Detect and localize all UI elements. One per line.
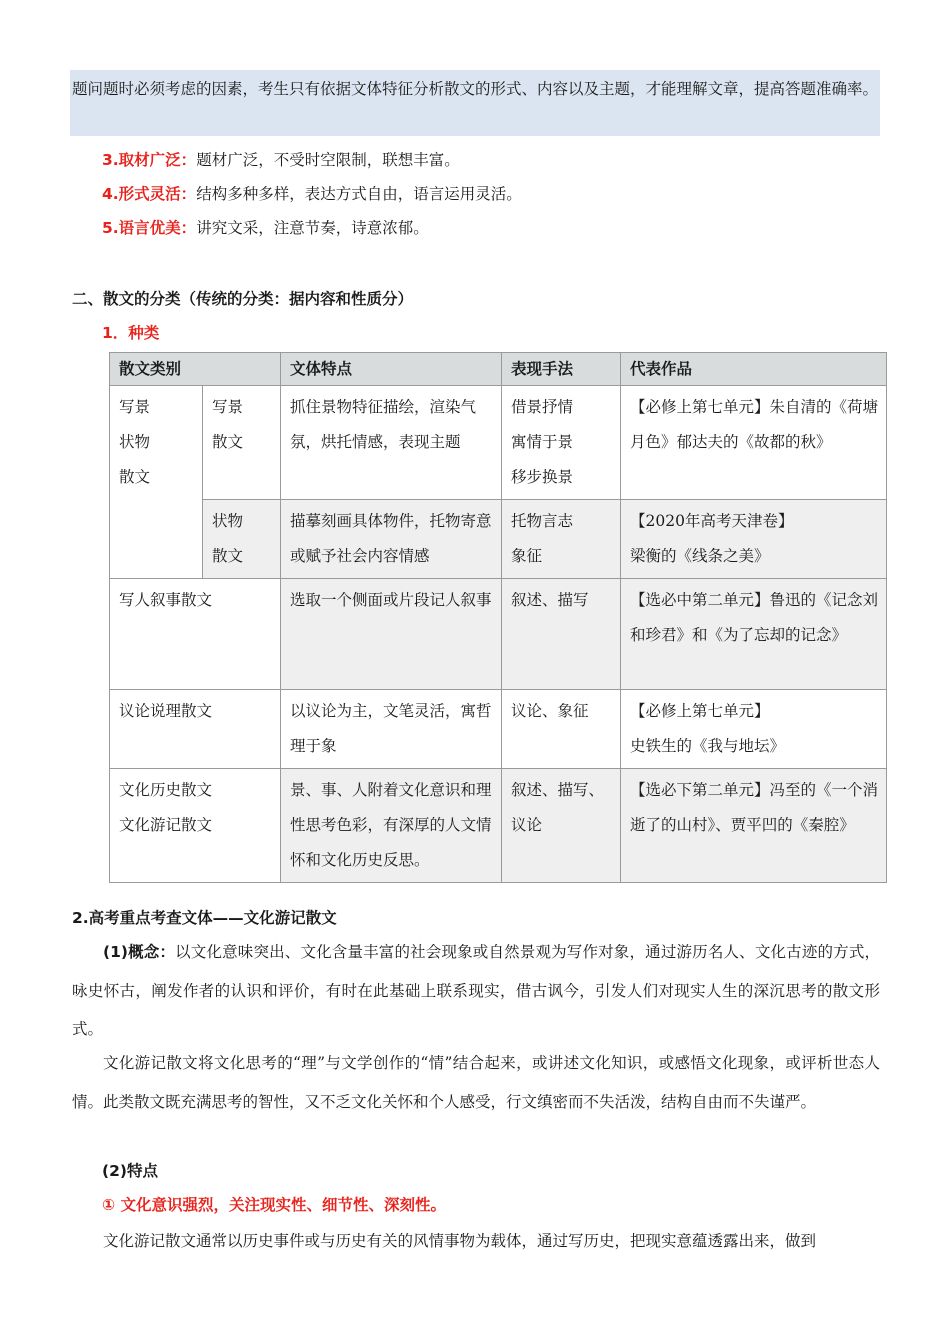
works-cell: 【必修上第七单元】 史铁生的《我与地坛》 — [621, 690, 887, 769]
category-cell: 写景 状物 散文 — [110, 386, 203, 579]
feature-label: 5.语言优美： — [102, 219, 197, 237]
feature-label: 3.取材广泛： — [102, 151, 197, 169]
body-paragraph: 文化游记散文将文化思考的“理”与文学创作的“情”结合起来，或讲述文化知识，或感悟文化现象，或评析世态人情。此类散文既充满思考的智性，又不乏文化关怀和个人感受，行文缜密而不失活泼，结构自由而不失谨严。 — [72, 1054, 880, 1111]
header-cell: 代表作品 — [621, 353, 887, 386]
feature-cell: 以议论为主，文笔灵活，寓哲理于象 — [281, 690, 502, 769]
concept-text: 以文化意味突出、文化含量丰富的社会现象或自然景观为写作对象，通过游历名人、文化古迹的方式，咏史怀古，阐发作者的认识和评价，有时在此基础上联系现实，借古讽今，引发人们对现实人生的深沉思考的散文形式。 — [72, 943, 880, 1038]
category-cell: 议论说理散文 — [110, 690, 281, 769]
feature-text: 结构多种多样，表达方式自由，语言运用灵活。 — [196, 185, 522, 203]
header-cell: 文体特点 — [281, 353, 502, 386]
table-header-row — [110, 353, 887, 386]
subsection-heading: 1．种类 — [102, 324, 160, 342]
method-cell: 借景抒情 寓情于景 移步换景 — [502, 386, 621, 500]
concept-paragraph — [72, 933, 880, 1049]
feature-point-1: ① 文化意识强烈，关注现实性、细节性、深刻性。 — [102, 1196, 447, 1214]
section-heading: 二、散文的分类（传统的分类：据内容和性质分） — [72, 290, 414, 308]
feature-cell: 描摹刻画具体物件，托物寄意或赋予社会内容情感 — [281, 500, 502, 579]
method-cell: 议论、象征 — [502, 690, 621, 769]
header-cell: 散文类别 — [110, 353, 281, 386]
works-cell: 【选必中第二单元】鲁迅的《记念刘和珍君》和《为了忘却的记念》 — [621, 579, 887, 690]
feature-item-4 — [102, 182, 522, 206]
concept-label: (1)概念： — [103, 943, 176, 961]
subcategory-cell: 写景 散文 — [203, 386, 281, 500]
table-row — [110, 769, 887, 883]
table-row — [110, 386, 887, 500]
feature-cell: 选取一个侧面或片段记人叙事 — [281, 579, 502, 690]
feature-text: 讲究文采，注意节奏，诗意浓郁。 — [196, 219, 429, 237]
works-cell: 【必修上第七单元】朱自清的《荷塘月色》郁达夫的《故都的秋》 — [621, 386, 887, 500]
category-cell: 写人叙事散文 — [110, 579, 281, 690]
feature-subheading: (2)特点 — [102, 1162, 158, 1180]
method-cell: 叙述、描写 — [502, 579, 621, 690]
section-heading-2: 2.高考重点考查文体——文化游记散文 — [72, 909, 337, 927]
feature-cell: 景、事、人附着文化意识和理性思考色彩，有深厚的人文情怀和文化历史反思。 — [281, 769, 502, 883]
classification-table — [109, 352, 887, 883]
subcategory-cell: 状物 散文 — [203, 500, 281, 579]
works-cell: 【2020年高考天津卷】 梁衡的《线条之美》 — [621, 500, 887, 579]
feature-item-5 — [102, 216, 429, 240]
table-row — [110, 690, 887, 769]
method-cell: 叙述、描写、议论 — [502, 769, 621, 883]
method-cell: 托物言志 象征 — [502, 500, 621, 579]
feature-cell: 抓住景物特征描绘，渲染气氛，烘托情感，表现主题 — [281, 386, 502, 500]
header-cell: 表现手法 — [502, 353, 621, 386]
body-paragraph: 文化游记散文通常以历史事件或与历史有关的风情事物为载体，通过写历史，把现实意蕴透露出来，做到 — [103, 1232, 817, 1250]
intro-highlight-paragraph: 题问题时必须考虑的因素，考生只有依据文体特征分析散文的形式、内容以及主题，才能理解文章，提高答题准确率。 — [70, 70, 880, 136]
feature-label: 4.形式灵活： — [102, 185, 197, 203]
feature-item-3 — [102, 148, 460, 172]
table-row — [110, 500, 887, 579]
category-cell: 文化历史散文 文化游记散文 — [110, 769, 281, 883]
table-row — [110, 579, 887, 690]
works-cell: 【选必下第二单元】冯至的《一个消逝了的山村》、贾平凹的《秦腔》 — [621, 769, 887, 883]
feature-text: 题材广泛，不受时空限制，联想丰富。 — [196, 151, 460, 169]
